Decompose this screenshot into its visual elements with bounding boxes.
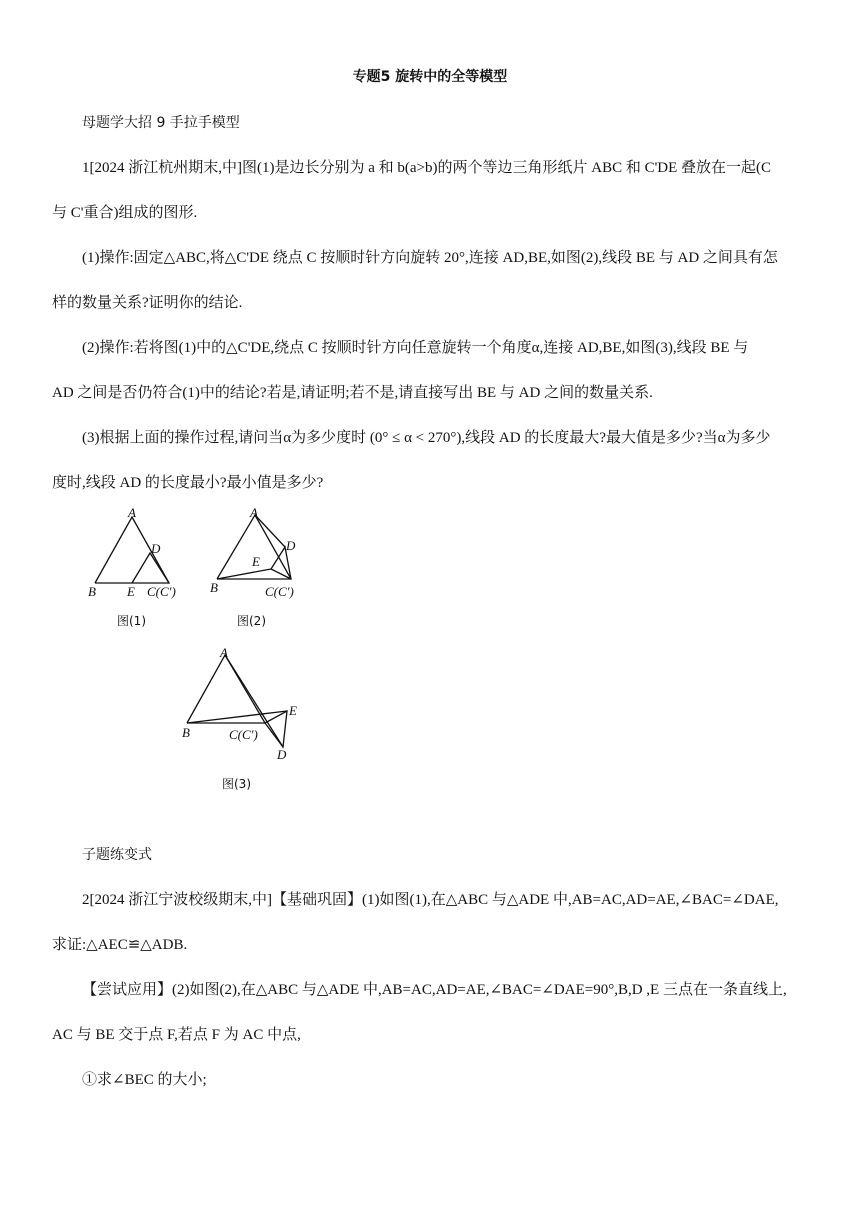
- page-title: 专题5 旋转中的全等模型: [352, 69, 508, 85]
- figure-3: [175, 645, 315, 765]
- fig1-label-d: D: [151, 541, 161, 556]
- fig1-label-c: C(C'): [147, 584, 176, 599]
- q2-try-line2: AC 与 BE 交于点 F,若点 F 为 AC 中点,: [52, 1027, 301, 1043]
- q1-stem-line1: 1[2024 浙江杭州期末,中]图(1)是边长分别为 a 和 b(a>b)的两个等边三角形纸片 ABC 和 C'DE 叠放在一起(C: [82, 160, 772, 176]
- q1-part1-line1: (1)操作:固定△ABC,将△C'DE 绕点 C 按顺时针方向旋转 20°,连接 AD,BE,如图(2),线段 BE 与 AD 之间具有怎: [82, 250, 778, 266]
- fig2-label-a: A: [250, 505, 258, 520]
- q1-part3-line1: (3)根据上面的操作过程,请问当α为多少度时 (0° ≤ α < 270°),线段 AD 的长度最大?最大值是多少?当α为多少: [82, 430, 771, 446]
- q2-try-line1: 【尝试应用】(2)如图(2),在△ABC 与△ADE 中,AB=AC,AD=AE,∠BAC=∠DAE=90°,B,D ,E 三点在一条直线上,: [82, 982, 787, 998]
- figure-2-caption: 图(2): [237, 614, 266, 628]
- fig3-label-e: E: [289, 703, 297, 718]
- fig1-label-b: B: [88, 584, 96, 599]
- section-heading-sub-problem: 子题练变式: [82, 847, 152, 863]
- fig2-label-e: E: [252, 554, 260, 569]
- q1-part1-line2: 样的数量关系?证明你的结论.: [52, 295, 243, 311]
- figure-2-diagram: [205, 505, 315, 605]
- figure-1: [85, 505, 195, 605]
- fig2-label-b: B: [210, 580, 218, 595]
- q2-subquestion-1: ①求∠BEC 的大小;: [82, 1072, 207, 1088]
- q1-part2-line1: (2)操作:若将图(1)中的△C'DE,绕点 C 按顺时针方向任意旋转一个角度α,连接 AD,BE,如图(3),线段 BE 与: [82, 340, 749, 356]
- fig3-label-c: C(C'): [229, 727, 258, 742]
- section-heading-mother-problem: 母题学大招 9 手拉手模型: [82, 115, 240, 131]
- figure-1-caption: 图(1): [117, 614, 146, 628]
- figure-1-diagram: [85, 505, 195, 605]
- figure-2: [205, 505, 315, 605]
- q1-stem-line2: 与 C'重合)组成的图形.: [52, 205, 198, 221]
- fig1-label-e: E: [127, 584, 135, 599]
- figure-3-diagram: [175, 645, 315, 765]
- fig1-label-a: A: [128, 505, 136, 520]
- fig2-label-c: C(C'): [265, 584, 294, 599]
- q2-stem-line2: 求证:△AEC≌△ADB.: [52, 937, 188, 953]
- q1-part3-line2: 度时,线段 AD 的长度最小?最小值是多少?: [52, 475, 324, 491]
- q2-stem-line1: 2[2024 浙江宁波校级期末,中]【基础巩固】(1)如图(1),在△ABC 与△ADE 中,AB=AC,AD=AE,∠BAC=∠DAE,: [82, 892, 779, 908]
- fig3-label-a: A: [220, 645, 228, 660]
- fig3-label-d: D: [277, 747, 287, 762]
- fig2-label-d: D: [286, 538, 296, 553]
- q1-part2-line2: AD 之间是否仍符合(1)中的结论?若是,请证明;若不是,请直接写出 BE 与 AD 之间的数量关系.: [52, 385, 653, 401]
- fig3-label-b: B: [182, 725, 190, 740]
- figure-3-caption: 图(3): [222, 777, 251, 791]
